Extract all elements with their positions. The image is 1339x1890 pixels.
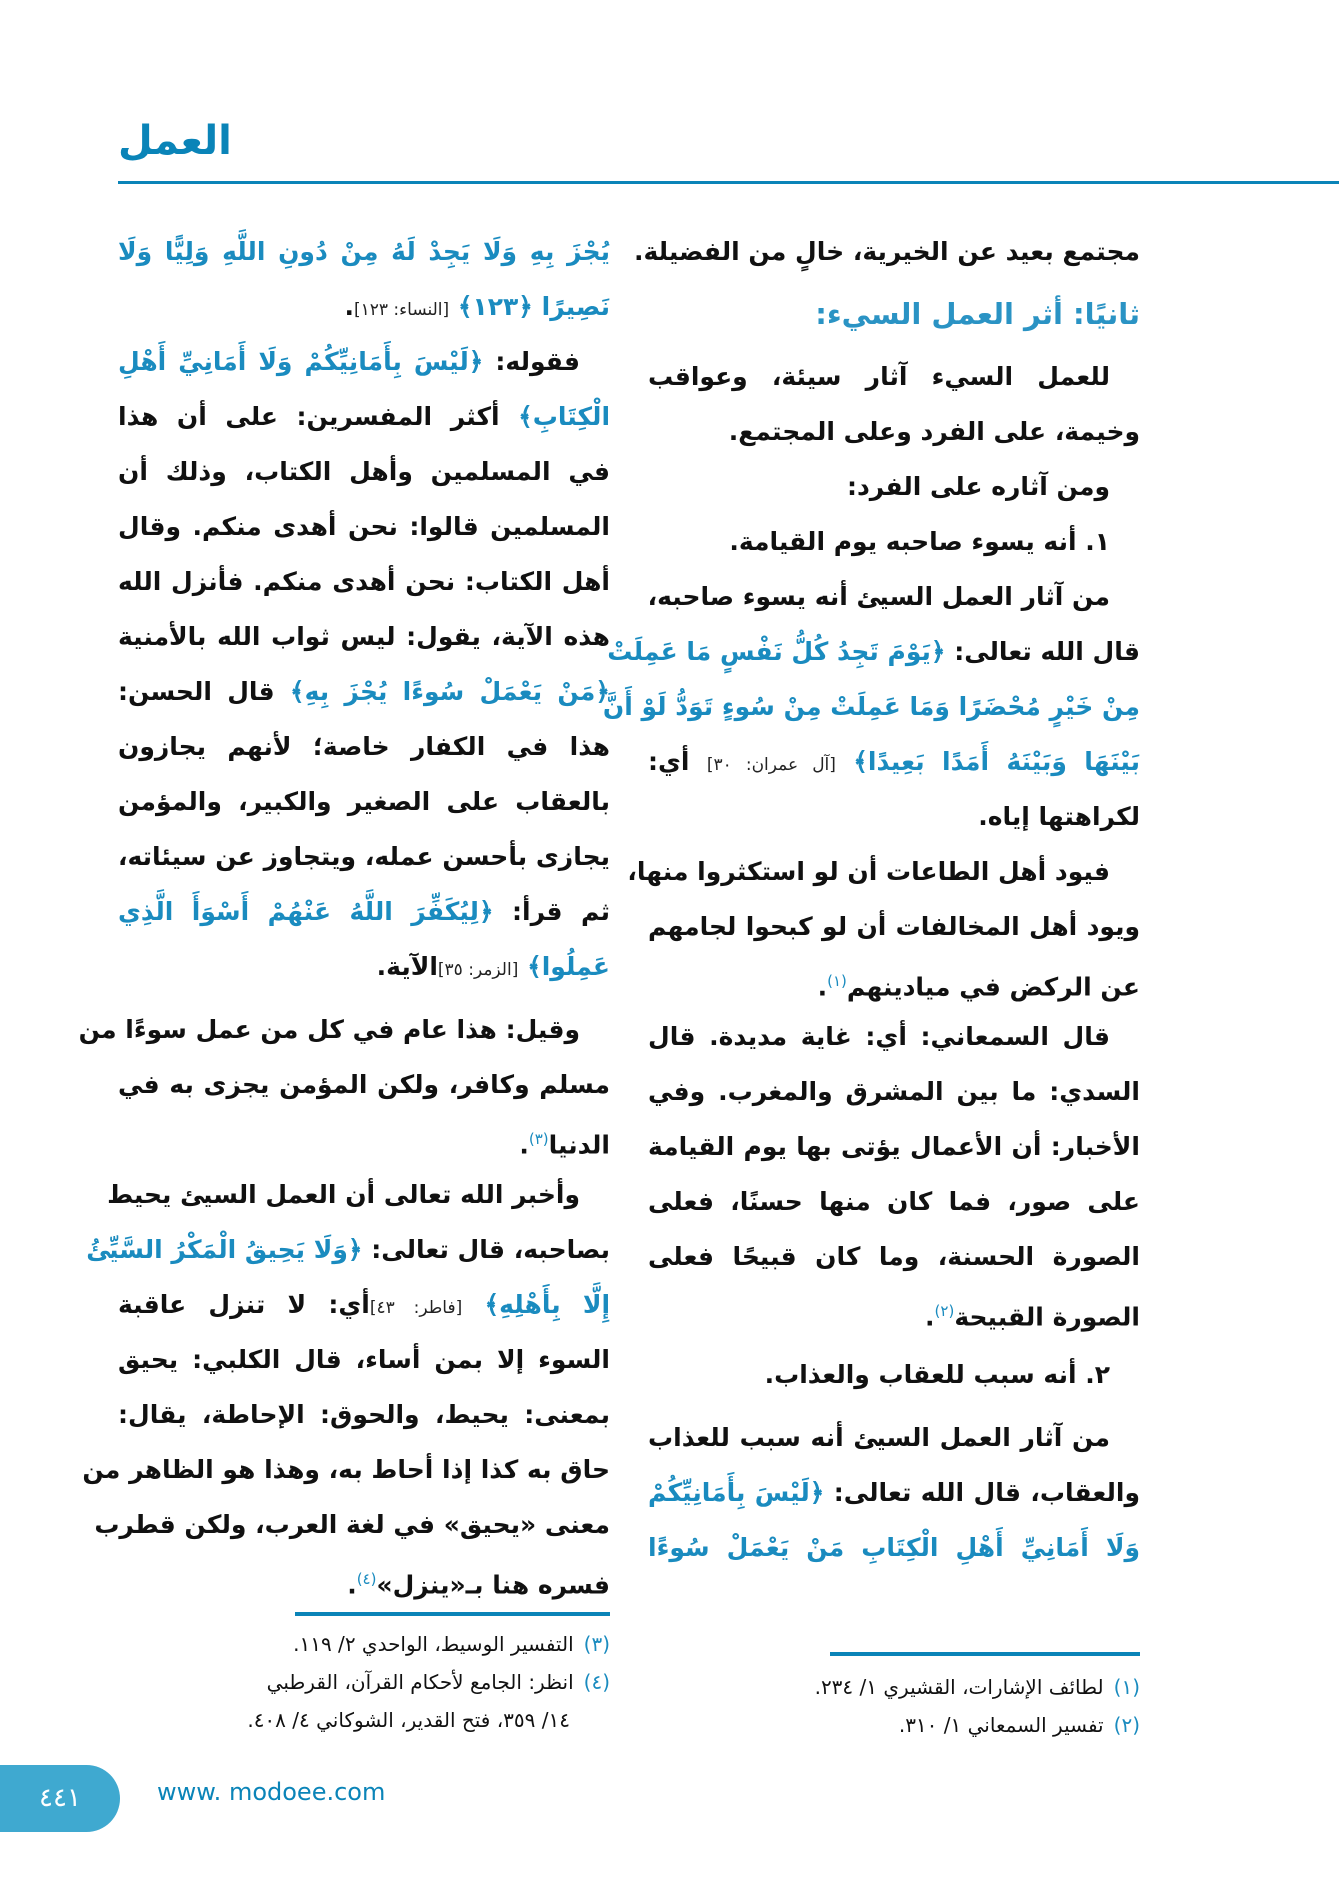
text-segment: ١. أنه يسوء صاحبه يوم القيامة. [729, 527, 1110, 556]
text-line [602, 679, 1140, 734]
text-segment: ويود أهل المخالفات أن لو كبحوا لجامهم [648, 912, 1140, 941]
footnote [118, 1625, 610, 1663]
text-segment: في المسلمين وأهل الكتاب، وذلك أن [118, 457, 610, 486]
footnote-text: التفسير الوسيط، الواحدي ٢/ ١١٩. [293, 1632, 574, 1656]
text-line [648, 1520, 1140, 1575]
text-line [118, 279, 610, 334]
text-line [118, 1277, 610, 1332]
footnote-marker[interactable]: (٤) [356, 1570, 377, 1588]
text-line [648, 1119, 1140, 1174]
text-line [648, 1174, 1140, 1229]
quran-verse: بَيْنَهَا وَبَيْنَهُ أَمَدًا بَعِيدًا﴾ [835, 747, 1140, 776]
verse-reference: [النساء: ١٢٣] [353, 300, 450, 320]
quran-verse: مِنْ خَيْرٍ مُحْضَرًا وَمَا عَمِلَتْ مِنْ سُوءٍ تَوَدُّ لَوْ أَنَّ [602, 692, 1140, 721]
text-line [107, 1167, 610, 1222]
text-segment: هذه الآية، يقول: ليس ثواب الله بالأمنية [118, 622, 610, 651]
verse-reference: [آل عمران: ٣٠] [706, 755, 836, 775]
footnotes-left [118, 1625, 610, 1739]
text-line [648, 1465, 1140, 1520]
text-segment: ثم قرأ: [493, 897, 610, 926]
section-heading [648, 279, 1140, 349]
text-line [118, 1552, 610, 1607]
text-line [118, 499, 610, 554]
text-line [118, 774, 610, 829]
text-segment: السدي: ما بين المشرق والمغرب. وفي [648, 1077, 1140, 1106]
text-segment: ومن آثاره على الفرد: [846, 472, 1110, 501]
text-line [118, 1057, 610, 1112]
text-line [118, 224, 610, 279]
left-column [78, 224, 611, 1607]
footnote [648, 1706, 1140, 1744]
chapter-title: العمل [118, 118, 232, 164]
footnote-text: تفسير السمعاني ١/ ٣١٠. [898, 1713, 1104, 1737]
footnote [648, 1668, 1140, 1706]
text-line [648, 404, 1140, 459]
text-segment: أي: لا تنزل عاقبة [118, 1290, 370, 1319]
text-segment: قال الحسن: [118, 677, 275, 706]
text-segment: قال الله تعالى: [945, 637, 1140, 666]
text-segment: . [519, 1130, 529, 1160]
text-line [118, 939, 610, 994]
text-segment: فقوله: [483, 347, 580, 376]
footnote [118, 1663, 610, 1701]
quran-verse: ﴿مَنْ يَعْمَلْ سُوءًا يُجْزَ بِهِ﴾ [274, 677, 610, 706]
quran-verse: ﴿لَيْسَ بِأَمَانِيِّكُمْ وَلَا أَمَانِيِّ أَهْلِ [118, 347, 484, 376]
text-segment: الصورة القبيحة [954, 1302, 1140, 1332]
text-line [118, 444, 610, 499]
text-line [648, 1064, 1140, 1119]
footnote-marker[interactable]: (٢) [934, 1302, 955, 1320]
text-line [648, 1410, 1140, 1465]
text-line [648, 734, 1140, 789]
text-segment: أكثر المفسرين: على أن هذا [118, 402, 500, 431]
footnote-number: (٣) [583, 1632, 610, 1656]
footnotes-right [648, 1668, 1140, 1744]
text-line [118, 1332, 610, 1387]
footnote-number: (١) [1113, 1675, 1140, 1699]
text-segment: الدنيا [548, 1130, 610, 1160]
footnote-divider-left [295, 1612, 610, 1616]
text-segment: أهل الكتاب: نحن أهدى منكم. فأنزل الله [118, 567, 610, 596]
footnote-text: لطائف الإشارات، القشيري ١/ ٢٣٤. [814, 1675, 1104, 1699]
text-segment: السوء إلا بمن أساء، قال الكلبي: يحيق [118, 1345, 610, 1374]
text-segment: الأخبار: أن الأعمال يؤتى بها يوم القيامة [648, 1132, 1140, 1161]
text-segment: فيود أهل الطاعات أن لو استكثروا منها، [627, 857, 1110, 886]
website-link[interactable]: www. modoee.com [157, 1778, 386, 1806]
text-line [118, 554, 610, 609]
text-line [118, 1387, 610, 1442]
text-segment: وقيل: هذا عام في كل من عمل سوءًا من [78, 1015, 580, 1044]
text-segment: المسلمين قالوا: نحن أهدى منكم. وقال [118, 512, 610, 541]
text-segment: بالعقاب على الصغير والكبير، والمؤمن [118, 787, 610, 816]
quran-verse: ﴿لَيْسَ بِأَمَانِيِّكُمْ [648, 1478, 825, 1507]
text-segment: بمعنى: يحيط، والحوق: الإحاطة، يقال: [118, 1400, 610, 1429]
text-segment: معنى «يحيق» في لغة العرب، ولكن قطرب [94, 1510, 610, 1539]
text-line [86, 1222, 610, 1277]
text-segment: حاق به كذا إذا أحاط به، وهذا هو الظاهر من [82, 1455, 610, 1484]
footnote-divider-right [830, 1652, 1140, 1656]
text-segment: أي: [648, 747, 707, 776]
text-segment: . [347, 1570, 357, 1600]
text-segment: من آثار العمل السيئ أنه سبب للعذاب [648, 1423, 1110, 1452]
footnote-number: (٤) [583, 1670, 610, 1694]
text-line [78, 1002, 610, 1057]
text-line [118, 719, 610, 774]
text-line [118, 389, 610, 444]
text-segment: وأخبر الله تعالى أن العمل السيئ يحيط [107, 1180, 580, 1209]
text-segment: . [344, 292, 354, 321]
text-line [648, 954, 1140, 1009]
text-line [118, 829, 610, 884]
quran-verse: وَلَا أَمَانِيِّ أَهْلِ الْكِتَابِ مَنْ يَعْمَلْ سُوءًا [648, 1533, 1140, 1562]
text-segment: . [925, 1302, 935, 1332]
text-line [118, 609, 610, 664]
text-line [118, 884, 610, 939]
right-column [602, 224, 1140, 1575]
text-line [118, 664, 610, 719]
quran-verse: ﴿لِيُكَفِّرَ اللَّهُ عَنْهُمْ أَسْوَأَ الَّذِي [118, 897, 494, 926]
quran-verse: يُجْزَ بِهِ وَلَا يَجِدْ لَهُ مِنْ دُونِ اللَّهِ وَلِيًّا وَلَا [118, 237, 610, 266]
footnote-text: ١٤/ ٣٥٩، فتح القدير، الشوكاني ٤/ ٤٠٨. [247, 1708, 570, 1732]
text-segment: وخيمة، على الفرد وعلى المجتمع. [728, 417, 1140, 446]
footnote-marker[interactable]: (٣) [528, 1130, 549, 1148]
text-segment: يجازى بأحسن عمله، ويتجاوز عن سيئاته، [118, 842, 610, 871]
quran-verse: إِلَّا بِأَهْلِهِ﴾ [462, 1290, 611, 1319]
text-segment: فسره هنا بـ«ينزل» [376, 1570, 610, 1600]
text-line [607, 624, 1140, 679]
text-line [627, 844, 1140, 899]
footnote-number: (٢) [1113, 1713, 1140, 1737]
page-number: ٤٤١ [39, 1783, 81, 1813]
footnote [118, 1701, 610, 1739]
quran-verse: نَصِيرًا ﴿١٢٣﴾ [449, 292, 610, 321]
text-line [648, 789, 1140, 844]
text-segment: مسلم وكافر، ولكن المؤمن يجزى به في [118, 1070, 610, 1099]
text-line [648, 1229, 1140, 1284]
header-divider [118, 181, 1339, 184]
text-segment: على صور، فما كان منها حسنًا، فعلى [648, 1187, 1140, 1216]
text-line [648, 1009, 1140, 1064]
quran-verse: ﴿وَلَا يَحِيقُ الْمَكْرُ السَّيِّئُ [86, 1235, 363, 1264]
text-line [648, 1284, 1140, 1339]
text-line [94, 1497, 610, 1552]
text-segment: ٢. أنه سبب للعقاب والعذاب. [764, 1360, 1110, 1389]
text-line [648, 899, 1140, 954]
verse-reference: [الزمر: ٣٥] [437, 960, 519, 980]
verse-reference: [فاطر: ٤٣] [369, 1298, 463, 1318]
text-line [648, 1347, 1140, 1402]
text-line [634, 224, 1140, 279]
text-segment: الصورة الحسنة، وما كان قبيحًا فعلى [648, 1242, 1140, 1271]
text-line [648, 569, 1140, 624]
text-line [118, 1112, 610, 1167]
quran-verse: ﴿يَوْمَ تَجِدُ كُلُّ نَفْسٍ مَا عَمِلَتْ [607, 637, 946, 666]
text-line [648, 514, 1140, 569]
footnote-marker[interactable]: (١) [827, 972, 847, 990]
text-segment: ثانيًا: أثر العمل السيء: [815, 297, 1140, 331]
text-segment: الآية. [376, 952, 438, 981]
text-segment: للعمل السيء آثار سيئة، وعواقب [648, 362, 1110, 391]
text-line [118, 334, 610, 389]
footnote-text: انظر: الجامع لأحكام القرآن، القرطبي [266, 1670, 574, 1694]
quran-verse: عَمِلُوا﴾ [518, 952, 610, 981]
text-segment: لكراهتها إياه. [978, 802, 1140, 831]
text-line [648, 459, 1140, 514]
text-segment: عن الركض في ميادينهم [846, 972, 1140, 1002]
text-segment: والعقاب، قال الله تعالى: [824, 1478, 1140, 1507]
text-line [648, 349, 1140, 404]
text-line [82, 1442, 610, 1497]
text-segment: قال السمعاني: أي: غاية مديدة. قال [648, 1022, 1110, 1051]
text-segment: بصاحبه، قال تعالى: [362, 1235, 610, 1264]
text-segment: . [817, 972, 828, 1002]
text-segment: مجتمع بعيد عن الخيرية، خالٍ من الفضيلة. [634, 237, 1140, 266]
text-segment: هذا في الكفار خاصة؛ لأنهم يجازون [118, 732, 610, 761]
quran-verse: الْكِتَابِ﴾ [499, 402, 611, 431]
page-number-badge [0, 1765, 120, 1832]
text-segment: من آثار العمل السيئ أنه يسوء صاحبه، [647, 582, 1110, 611]
